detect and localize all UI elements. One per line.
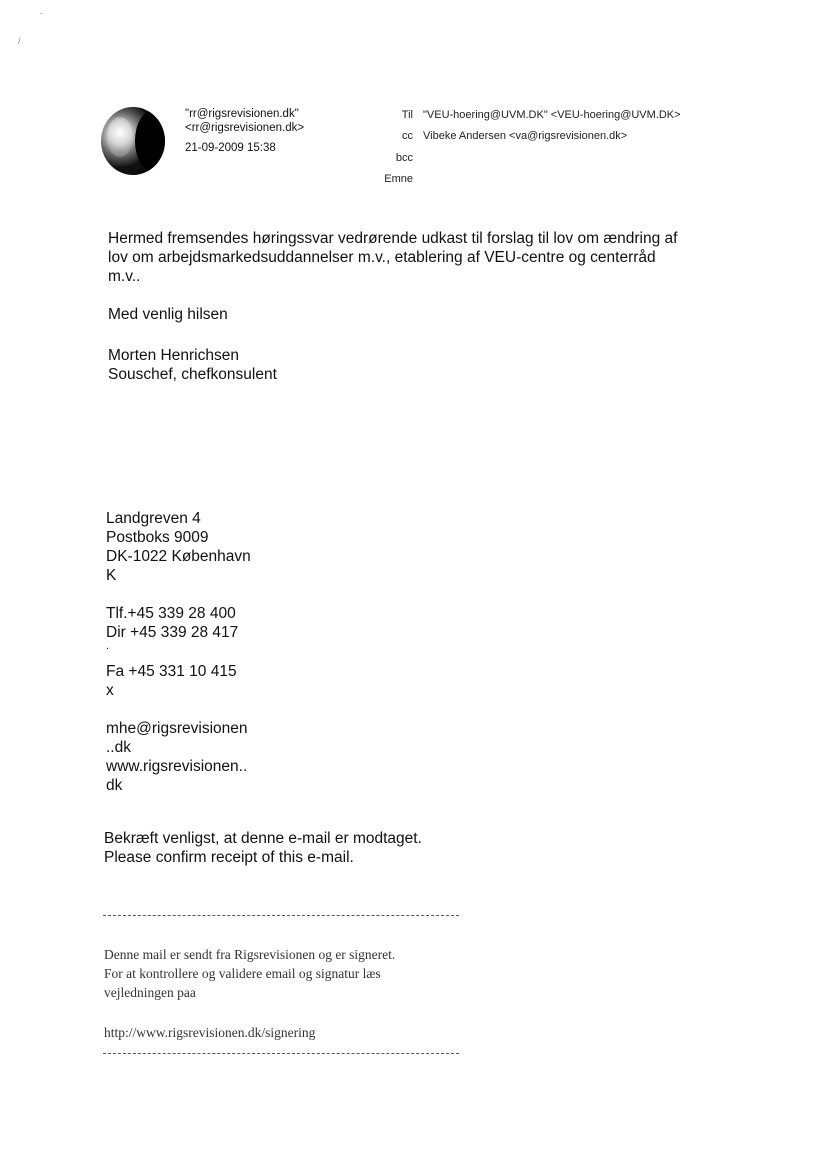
sender-avatar <box>101 107 165 175</box>
signing-note <box>104 945 395 1002</box>
message-body <box>108 229 768 286</box>
signature-name: Morten Henrichsen <box>108 347 239 364</box>
confirm-english: Please confirm receipt of this e-mail. <box>104 849 354 866</box>
phone-fax: Fa +45 331 10 415 <box>106 663 237 680</box>
scan-mark: - <box>40 8 43 18</box>
message-line: m.v.. <box>108 268 141 285</box>
divider <box>103 915 459 916</box>
sender-email: <rr@rigsrevisionen.dk> <box>185 122 305 134</box>
subject-label: Emne <box>384 173 413 185</box>
divider <box>103 1053 459 1054</box>
phone-fax-cont: x <box>106 682 114 699</box>
fax-mark: . <box>106 640 110 652</box>
confirm-danish: Bekræft venligst, at denne e-mail er modtaget. <box>104 830 422 847</box>
cc-label: cc <box>402 130 413 142</box>
address-pobox: Postboks 9009 <box>106 529 209 546</box>
footer-line: For at kontrollere og validere email og signatur læs <box>104 966 381 981</box>
message-line: Hermed fremsendes høringssvar vedrørende udkast til forslag til lov om ændring af <box>108 230 678 247</box>
signing-link[interactable]: http://www.rigsrevisionen.dk/signering <box>104 1025 316 1040</box>
website-link-cont[interactable]: dk <box>106 777 123 794</box>
phone-dir: Dir +45 339 28 417 <box>106 624 239 641</box>
phone-block <box>106 604 238 642</box>
web-block <box>106 719 248 795</box>
confirm-block <box>104 829 422 867</box>
website-link[interactable]: www.rigsrevisionen.. <box>106 758 248 775</box>
signature-title: Souschef, chefkonsulent <box>108 366 277 383</box>
signature <box>108 346 277 384</box>
sender-name: "rr@rigsrevisionen.dk" <box>185 108 299 120</box>
to-label: Til <box>401 109 413 121</box>
contact-email-link[interactable]: mhe@rigsrevisionen <box>106 720 248 737</box>
contact-email-link-cont[interactable]: ..dk <box>106 739 131 756</box>
sent-date: 21-09-2009 15:38 <box>185 142 276 154</box>
footer-line: vejledningen paa <box>104 985 196 1000</box>
scan-mark: / <box>18 36 21 46</box>
address-city: DK-1022 København <box>106 548 251 565</box>
cc-value: Vibeke Andersen <va@rigsrevisionen.dk> <box>423 130 628 142</box>
address-block <box>106 509 251 585</box>
phone-tel: Tlf.+45 339 28 400 <box>106 605 236 622</box>
greeting: Med venlig hilsen <box>108 306 228 323</box>
address-city-cont: K <box>106 567 117 584</box>
bcc-label: bcc <box>395 152 413 164</box>
fax-block <box>106 662 237 700</box>
address-street: Landgreven 4 <box>106 510 201 527</box>
footer-line: Denne mail er sendt fra Rigsrevisionen og er signeret. <box>104 947 396 962</box>
to-value: "VEU-hoering@UVM.DK" <VEU-hoering@UVM.DK> <box>423 109 681 121</box>
message-line: lov om arbejdsmarkedsuddannelser m.v., etablering af VEU-centre og centerråd <box>108 249 656 266</box>
